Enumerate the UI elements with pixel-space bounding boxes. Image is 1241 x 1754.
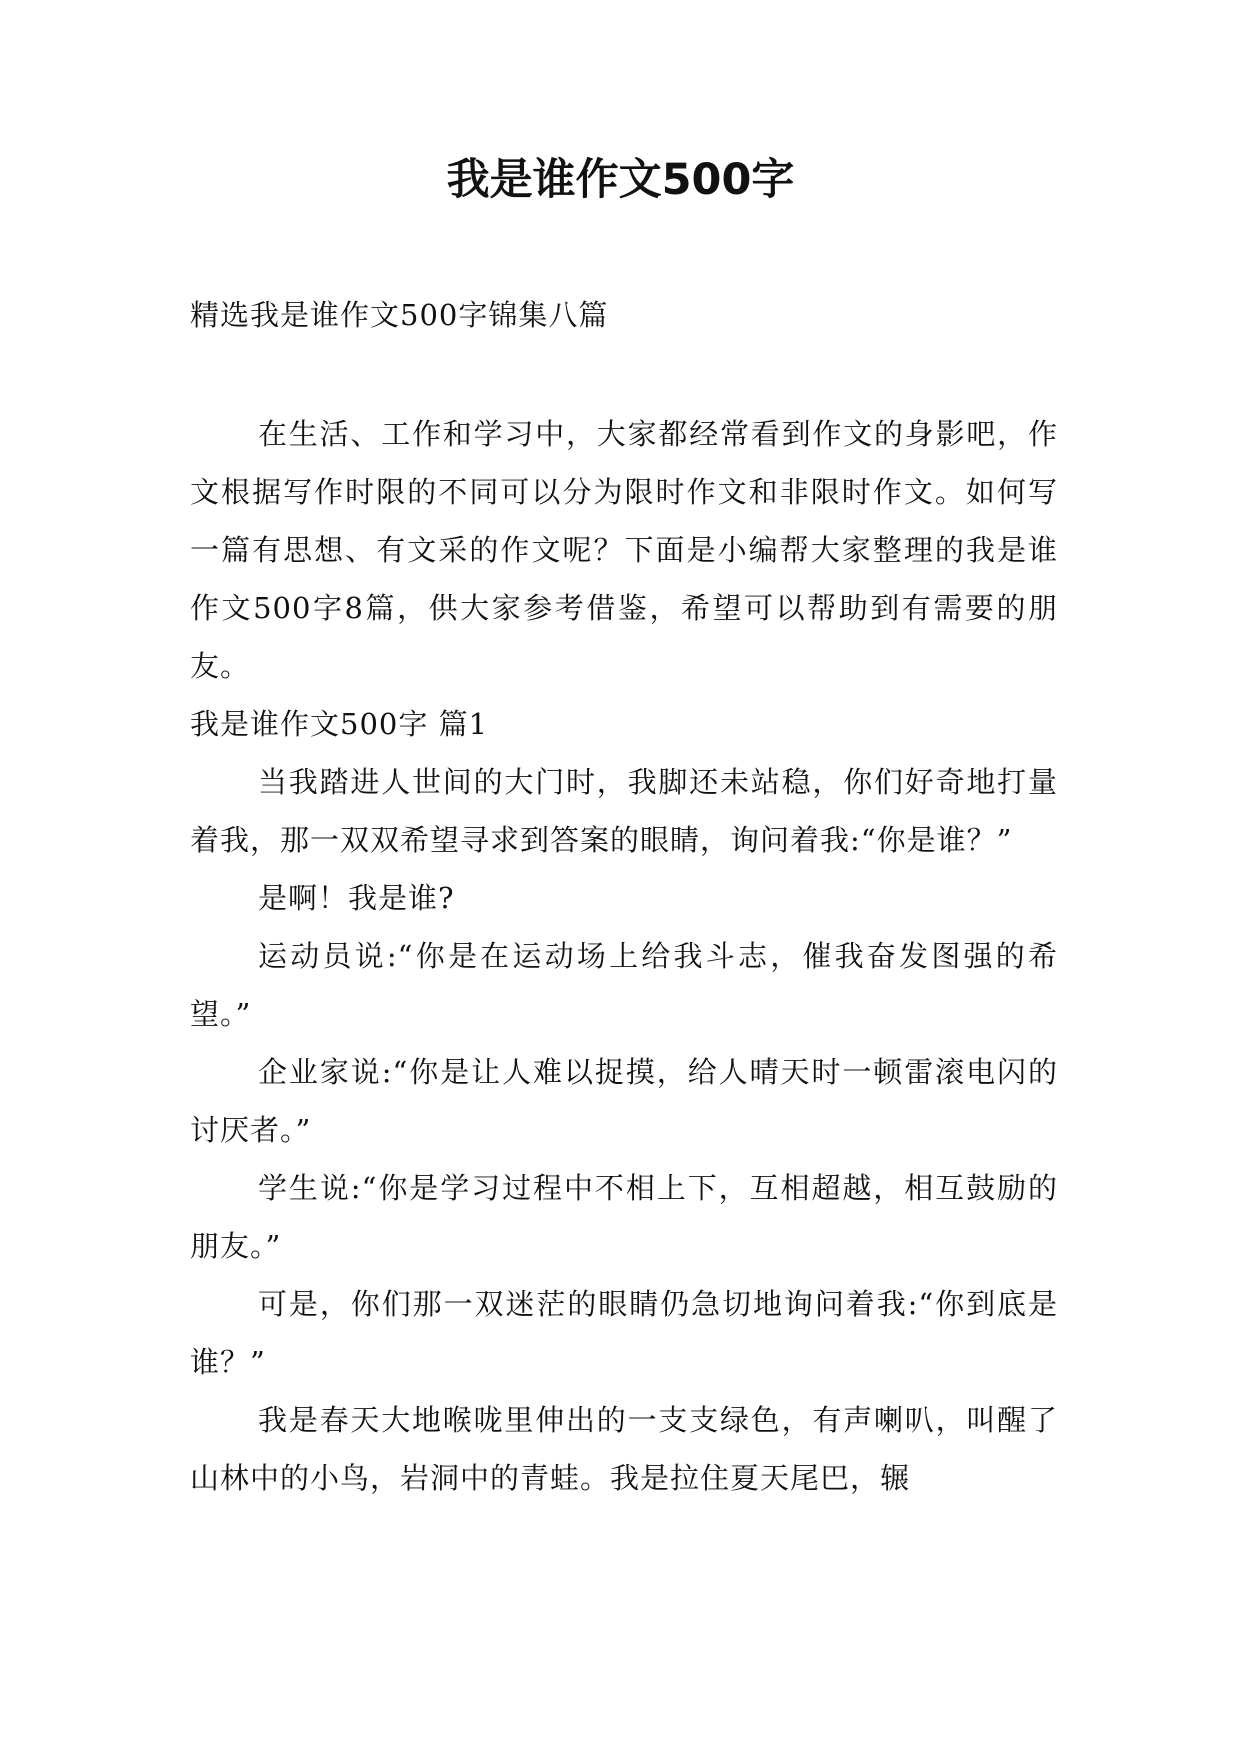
- body-paragraph: 可是，你们那一双迷茫的眼睛仍急切地询问着我:“你到底是谁？”: [190, 1287, 1058, 1379]
- body-paragraph: 企业家说:“你是让人难以捉摸，给人晴天时一顿雷滚电闪的讨厌者。”: [190, 1055, 1058, 1147]
- document-title: 我是谁作文500字: [446, 155, 795, 205]
- body-paragraph: 运动员说:“你是在运动场上给我斗志，催我奋发图强的希望。”: [190, 939, 1058, 1031]
- section-heading: 我是谁作文500字 篇1: [190, 707, 489, 741]
- body-paragraph: 学生说:“你是学习过程中不相上下，互相超越，相互鼓励的朋友。”: [190, 1171, 1058, 1263]
- document-subtitle: 精选我是谁作文500字锦集八篇: [190, 298, 609, 332]
- document-body: [190, 405, 1058, 1507]
- intro-paragraph: 在生活、工作和学习中，大家都经常看到作文的身影吧，作文根据写作时限的不同可以分为限时作文和非限时作文。如何写一篇有思想、有文采的作文呢？下面是小编帮大家整理的我是谁作文500字8篇，供大家参考借鉴，希望可以帮助到有需要的朋友。: [190, 417, 1058, 683]
- body-paragraph: 我是春天大地喉咙里伸出的一支支绿色，有声喇叭，叫醒了山林中的小鸟，岩洞中的青蛙。我是拉住夏天尾巴，辗: [190, 1403, 1058, 1495]
- body-paragraph: 是啊！我是谁?: [258, 881, 455, 915]
- body-paragraph: 当我踏进人世间的大门时，我脚还未站稳，你们好奇地打量着我，那一双双希望寻求到答案的眼睛，询问着我:“你是谁？”: [190, 765, 1058, 857]
